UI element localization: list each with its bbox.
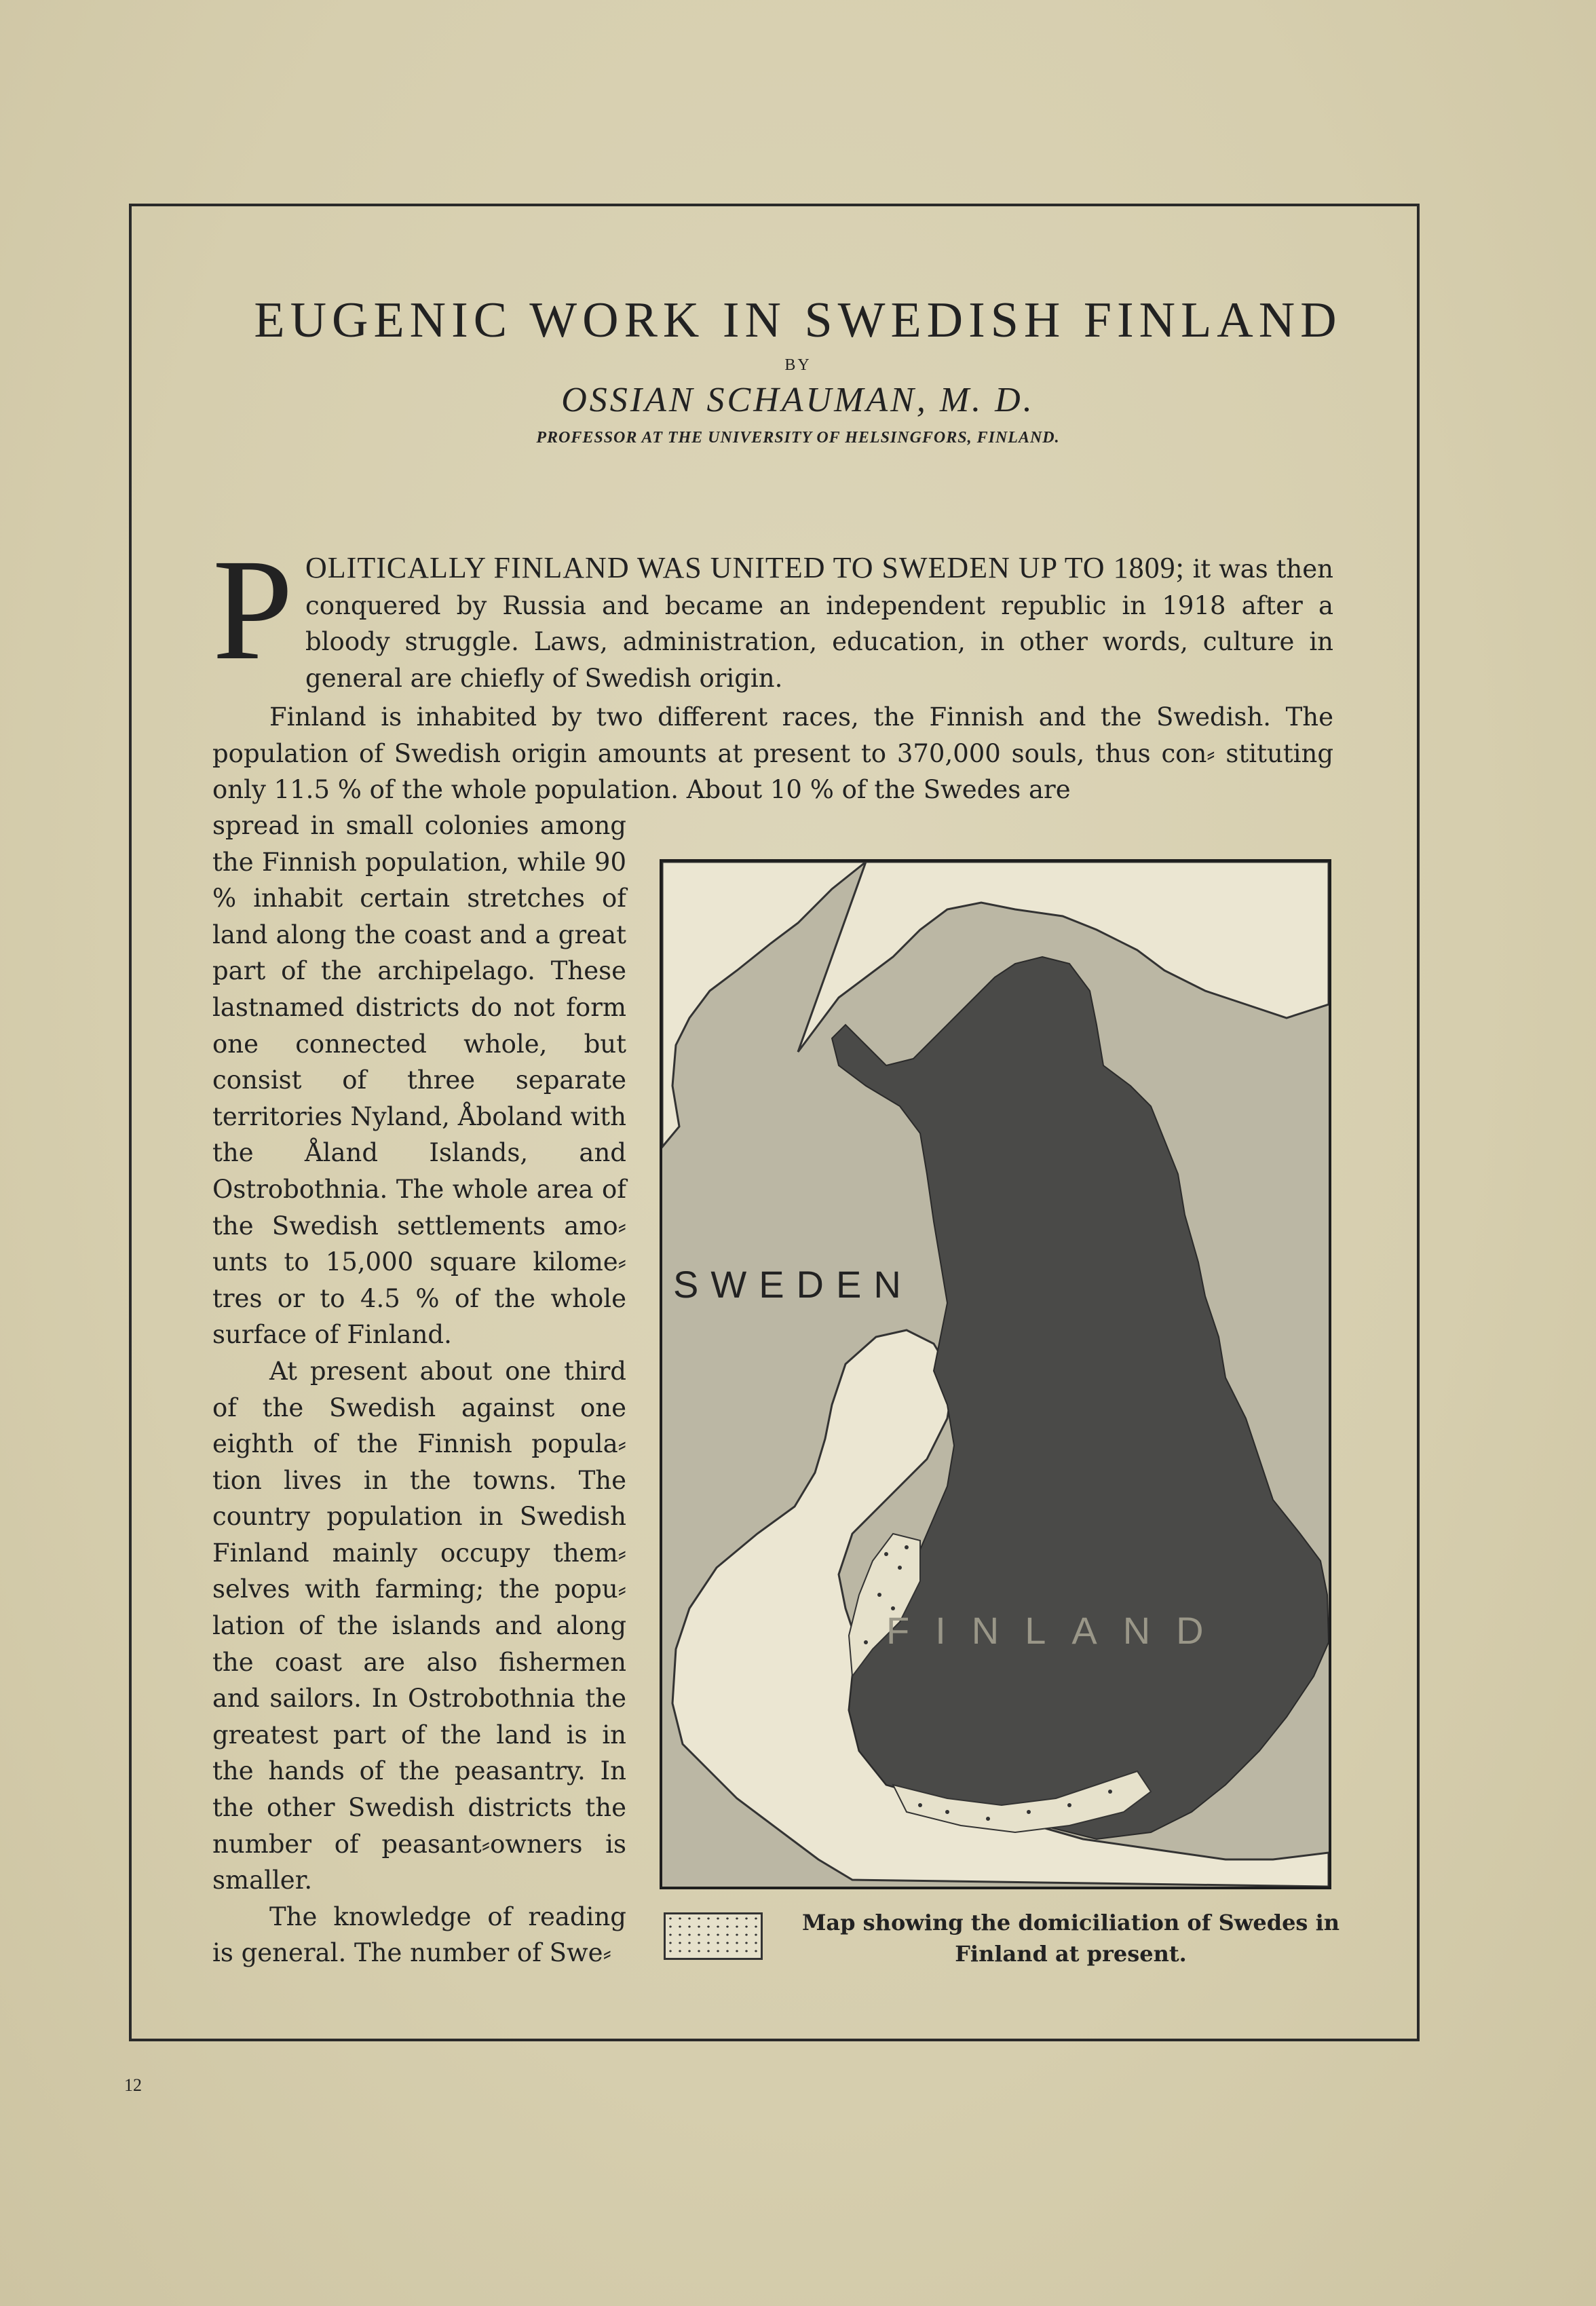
paragraph-towns: At present about one third of the Swedish against one eighth of the Finnish popula⸗ tion lives in the towns. The country population in Swedish Finland mainly occupy them⸗ selves with farming; the popu⸗ lation of the islands and along the coast are also fishermen and sailors. In Ostrobothnia the greatest part of the land is in the hands of the peasantry. In the other Swedish districts the number of peasant⸗owners is smaller.	[212, 1356, 626, 1895]
intro-rest: it was then conquered by Russia and became an independent republic in 1918 after a bloody struggle. Laws, administration, education, in other words, culture in general are chiefly of Swedish origin.	[305, 554, 1333, 693]
author-name: OSSIAN SCHAUMAN, M. D.	[561, 381, 1035, 419]
sea-area	[662, 862, 866, 1147]
map-graphic	[662, 862, 1329, 1887]
paragraph-colonies: spread in small colonies among the Finnish population, while 90 % inhabit certain stretches of land along the coast and a great part of the archipelago. These lastnamed districts do not form one connected whole, but consist of three separate territories Nyland, Åboland with the Åland Islands, and Ostrobothnia. The whole area of the Swedish settlements amo⸗ unts to 15,000 square kilome⸗ tres or to 4.5 % of the whole surface of Finland.	[212, 811, 626, 1350]
paragraph-races: Finland is inhabited by two different races, the Finnish and the Swedish. The population of Swedish origin amounts at present to 370,000 souls, thus con⸗ stituting only 11.5 % of the whole population. About 10 % of the Swedes are	[212, 702, 1333, 804]
map-legend-swatch	[664, 1912, 763, 1960]
page-number: 12	[124, 2075, 142, 2095]
map-figure	[660, 859, 1331, 1889]
paragraph-intro	[212, 529, 1333, 696]
map-label-finland: FINLAND	[886, 1609, 1230, 1652]
author-affiliation: PROFESSOR AT THE UNIVERSITY OF HELSINGFORS, FINLAND.	[536, 429, 1060, 447]
byline-label: BY	[784, 356, 812, 374]
map-caption: Map showing the domiciliation of Swedes in Finland at present.	[801, 1910, 1340, 1967]
text-column	[212, 808, 626, 1971]
article-title: EUGENIC WORK IN SWEDISH FINLAND	[254, 292, 1342, 348]
drop-cap: P	[212, 529, 294, 690]
paragraph-reading: The knowledge of reading is general. The number of Swe⸗	[212, 1902, 626, 1968]
intro-lead: OLITICALLY FINLAND WAS UNITED TO SWEDEN UP TO 1809;	[305, 551, 1185, 584]
map-label-sweden: SWEDEN	[669, 1262, 917, 1306]
